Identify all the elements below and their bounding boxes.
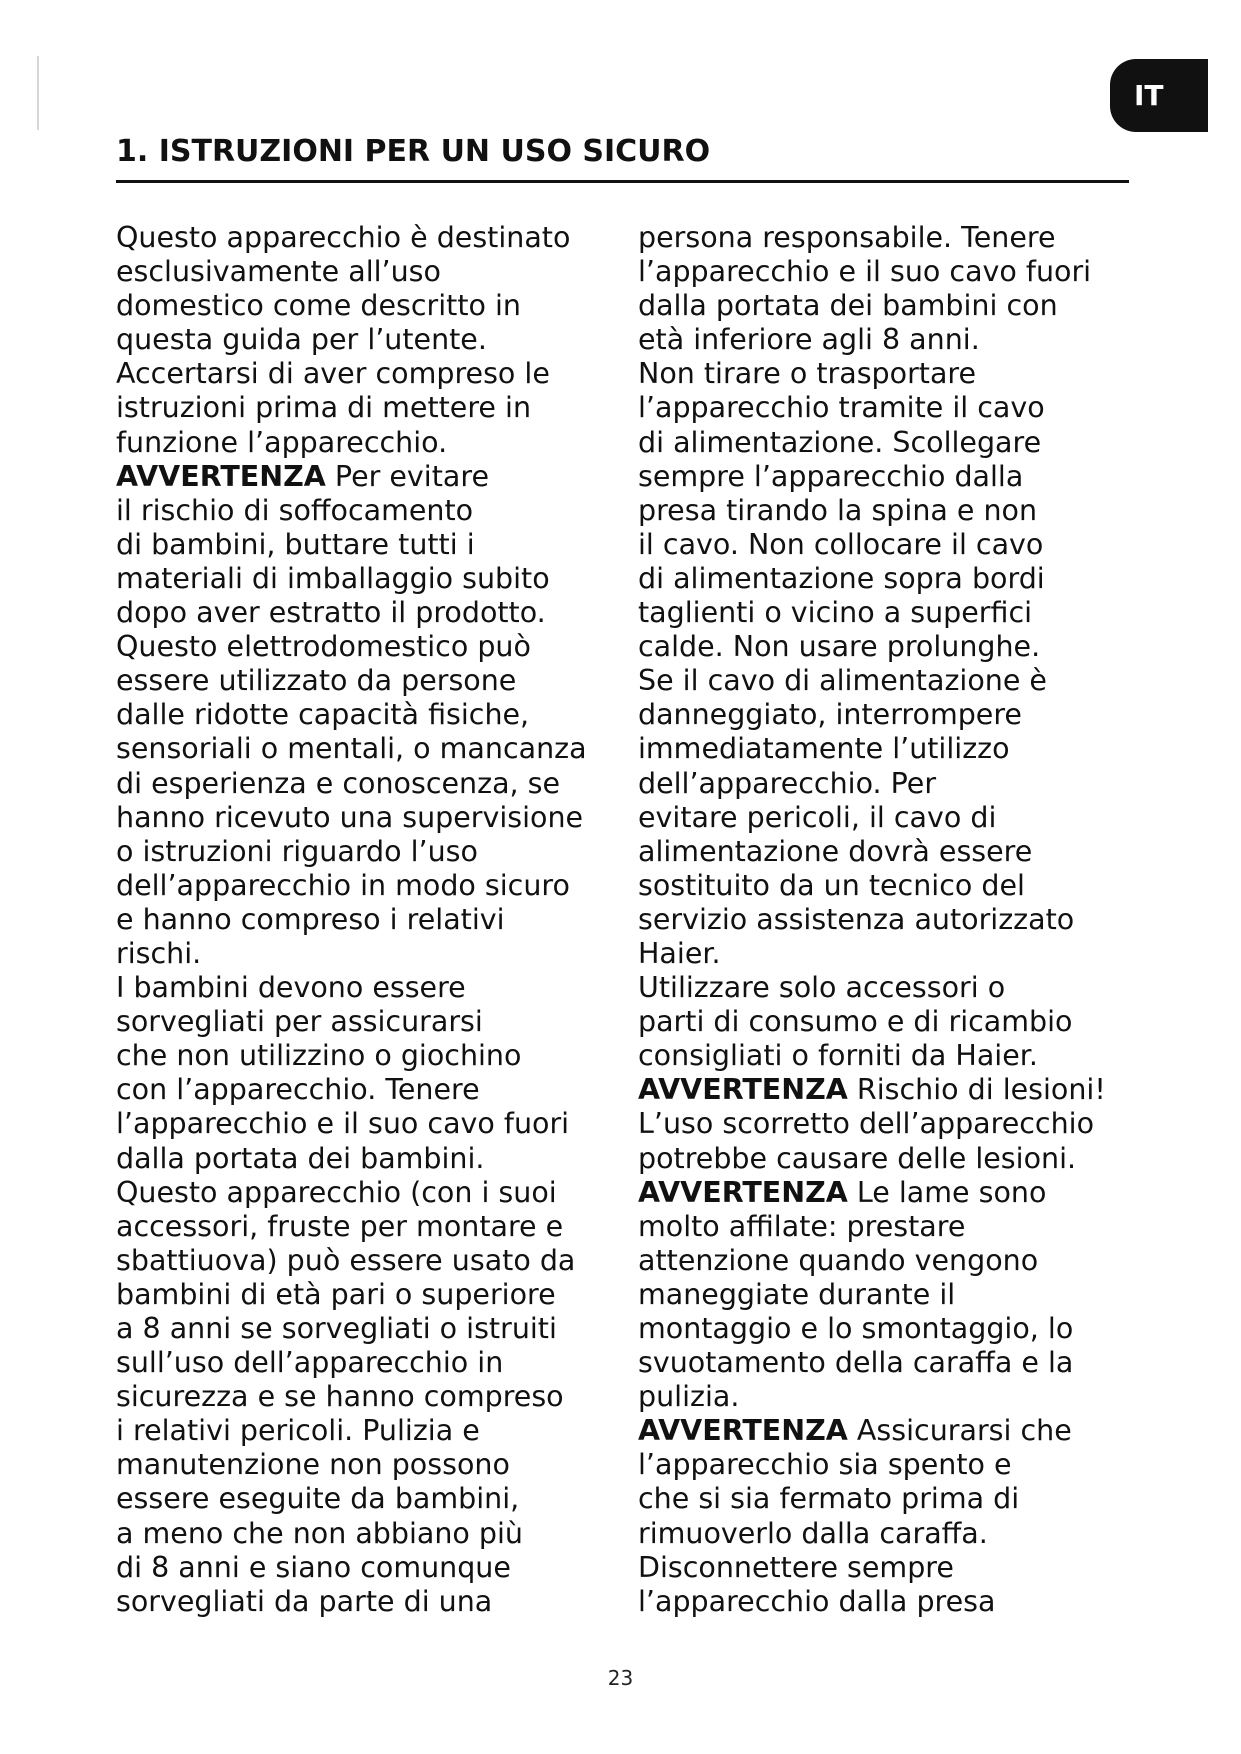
line-text: di alimentazione. Scollegare xyxy=(638,425,1042,459)
text-line xyxy=(638,1551,1138,1585)
text-line xyxy=(638,494,1138,528)
text-line xyxy=(116,1482,631,1516)
text-line xyxy=(116,869,631,903)
line-text: a meno che non abbiano più xyxy=(116,1516,523,1550)
line-text: sostituito da un tecnico del xyxy=(638,868,1025,902)
text-line xyxy=(638,528,1138,562)
line-text: dopo aver estratto il prodotto. xyxy=(116,596,546,630)
line-text: servizio assistenza autorizzato xyxy=(638,902,1075,936)
warning-label: AVVERTENZA xyxy=(638,1414,848,1448)
text-line xyxy=(116,664,631,698)
text-line xyxy=(638,1482,1138,1516)
line-text: persona responsabile. Tenere xyxy=(638,221,1056,254)
text-line xyxy=(116,630,631,664)
line-text: calde. Non usare prolunghe. xyxy=(638,630,1041,664)
text-line xyxy=(116,903,631,937)
text-line xyxy=(638,971,1138,1005)
line-text: l’apparecchio sia spento e xyxy=(638,1448,1012,1482)
text-line xyxy=(638,1039,1138,1073)
line-text: sorvegliati per assicurarsi xyxy=(116,1005,483,1039)
line-text: l’apparecchio tramite il cavo xyxy=(638,391,1045,425)
page-number: 23 xyxy=(607,1666,634,1690)
text-line xyxy=(116,1073,631,1107)
text-line xyxy=(638,801,1138,835)
text-line xyxy=(116,357,631,391)
language-tab: IT xyxy=(1110,59,1208,132)
line-text: dell’apparecchio. Per xyxy=(638,766,937,800)
line-text: essere utilizzato da persone xyxy=(116,664,517,698)
section-title: 1. ISTRUZIONI PER UN USO SICURO xyxy=(116,134,711,169)
line-text: Utilizzare solo accessori o xyxy=(638,971,1006,1005)
text-line xyxy=(638,1585,1138,1619)
text-line xyxy=(116,255,631,289)
line-text: bambini di età pari o superiore xyxy=(116,1277,556,1311)
text-line xyxy=(638,767,1138,801)
line-text: a 8 anni se sorvegliati o istruiti xyxy=(116,1312,557,1345)
text-line xyxy=(116,1039,631,1073)
text-line xyxy=(638,1312,1138,1346)
line-text: Accertarsi di aver compreso le xyxy=(116,357,550,391)
line-text: Assicurarsi che xyxy=(847,1414,1072,1448)
text-line xyxy=(638,1210,1138,1244)
line-text: con l’apparecchio. Tenere xyxy=(116,1073,480,1107)
text-line xyxy=(116,1312,631,1346)
line-text: sempre l’apparecchio dalla xyxy=(638,459,1024,493)
text-line xyxy=(638,732,1138,766)
line-text: domestico come descritto in xyxy=(116,289,521,323)
text-line xyxy=(638,460,1138,494)
text-line xyxy=(638,357,1138,391)
text-line xyxy=(116,528,631,562)
text-line xyxy=(116,1142,631,1176)
warning-label: AVVERTENZA xyxy=(638,1175,848,1209)
margin-mark xyxy=(37,56,39,130)
line-text: svuotamento della caraffa e la xyxy=(638,1346,1074,1380)
text-line xyxy=(116,1380,631,1414)
text-line xyxy=(116,1517,631,1551)
line-text: questa guida per l’utente. xyxy=(116,323,487,357)
line-text: Rischio di lesioni! xyxy=(847,1073,1106,1107)
text-line xyxy=(638,1005,1138,1039)
text-line xyxy=(116,596,631,630)
text-line xyxy=(638,630,1138,664)
text-line xyxy=(638,1448,1138,1482)
line-text: dalla portata dei bambini con xyxy=(638,289,1058,323)
text-line xyxy=(116,835,631,869)
text-line xyxy=(638,937,1138,971)
line-text: sbattiuova) può essere usato da xyxy=(116,1243,576,1277)
line-text: Per evitare xyxy=(325,459,489,493)
line-text: consigliati o forniti da Haier. xyxy=(638,1039,1038,1073)
right-text-column xyxy=(638,221,1138,1619)
text-line xyxy=(116,1346,631,1380)
line-text: potrebbe causare delle lesioni. xyxy=(638,1141,1077,1175)
text-line xyxy=(116,767,631,801)
line-text: e hanno compreso i relativi xyxy=(116,902,505,936)
text-line xyxy=(116,221,631,255)
line-text: sull’uso dell’apparecchio in xyxy=(116,1346,504,1380)
line-text: materiali di imballaggio subito xyxy=(116,561,550,595)
line-text: rimuoverlo dalla caraffa. xyxy=(638,1516,988,1550)
text-line xyxy=(638,1176,1138,1210)
title-rule xyxy=(116,180,1129,183)
line-text: di bambini, buttare tutti i xyxy=(116,527,475,561)
line-text: immediatamente l’utilizzo xyxy=(638,732,1010,766)
text-line xyxy=(116,801,631,835)
text-line xyxy=(116,1448,631,1482)
line-text: Questo apparecchio (con i suoi xyxy=(116,1175,557,1209)
text-line xyxy=(638,835,1138,869)
text-line xyxy=(638,1244,1138,1278)
text-line xyxy=(638,869,1138,903)
line-text: l’apparecchio e il suo cavo fuori xyxy=(638,255,1092,289)
text-line xyxy=(116,391,631,425)
text-line xyxy=(638,391,1138,425)
text-line xyxy=(638,426,1138,460)
line-text: sorvegliati da parte di una xyxy=(116,1584,493,1618)
text-line xyxy=(116,1278,631,1312)
line-text: che non utilizzino o giochino xyxy=(116,1039,522,1073)
line-text: molto affilate: prestare xyxy=(638,1209,966,1243)
line-text: I bambini devono essere xyxy=(116,971,466,1005)
text-line xyxy=(116,1551,631,1585)
text-line xyxy=(116,1176,631,1210)
text-line xyxy=(116,289,631,323)
line-text: presa tirando la spina e non xyxy=(638,493,1038,527)
text-line xyxy=(116,937,631,971)
line-text: che si sia fermato prima di xyxy=(638,1482,1020,1516)
line-text: esclusivamente all’uso xyxy=(116,255,441,289)
line-text: rischi. xyxy=(116,936,202,970)
text-line xyxy=(116,698,631,732)
line-text: i relativi pericoli. Pulizia e xyxy=(116,1414,480,1448)
line-text: maneggiate durante il xyxy=(638,1277,956,1311)
text-line xyxy=(638,1380,1138,1414)
line-text: L’uso scorretto dell’apparecchio xyxy=(638,1107,1094,1141)
line-text: sicurezza e se hanno compreso xyxy=(116,1380,564,1414)
text-line xyxy=(116,1585,631,1619)
line-text: Questo elettrodomestico può xyxy=(116,630,531,664)
text-line xyxy=(638,1414,1138,1448)
line-text: di alimentazione sopra bordi xyxy=(638,561,1045,595)
text-line xyxy=(638,698,1138,732)
line-text: pulizia. xyxy=(638,1380,740,1414)
text-line xyxy=(116,426,631,460)
line-text: funzione l’apparecchio. xyxy=(116,425,448,459)
line-text: o istruzioni riguardo l’uso xyxy=(116,834,478,868)
text-line xyxy=(638,1346,1138,1380)
line-text: Se il cavo di alimentazione è xyxy=(638,664,1047,698)
line-text: di esperienza e conoscenza, se xyxy=(116,766,561,800)
line-text: dell’apparecchio in modo sicuro xyxy=(116,868,570,902)
line-text: evitare pericoli, il cavo di xyxy=(638,800,997,834)
line-text: età inferiore agli 8 anni. xyxy=(638,323,980,357)
text-line xyxy=(116,323,631,357)
line-text: accessori, fruste per montare e xyxy=(116,1209,564,1243)
line-text: il cavo. Non collocare il cavo xyxy=(638,527,1044,561)
text-line xyxy=(638,1142,1138,1176)
text-line xyxy=(638,664,1138,698)
text-line xyxy=(638,1107,1138,1141)
text-line xyxy=(638,562,1138,596)
line-text: sensoriali o mentali, o mancanza xyxy=(116,732,587,766)
text-line xyxy=(638,1073,1138,1107)
text-line xyxy=(116,1005,631,1039)
line-text: l’apparecchio dalla presa xyxy=(638,1584,996,1618)
line-text: Questo apparecchio è destinato xyxy=(116,221,571,254)
line-text: danneggiato, interrompere xyxy=(638,698,1022,732)
text-line xyxy=(638,903,1138,937)
text-line xyxy=(116,1414,631,1448)
line-text: Non tirare o trasportare xyxy=(638,357,977,391)
line-text: Disconnettere sempre xyxy=(638,1550,954,1584)
text-line xyxy=(116,562,631,596)
text-line xyxy=(116,1210,631,1244)
line-text: hanno ricevuto una supervisione xyxy=(116,800,584,834)
line-text: alimentazione dovrà essere xyxy=(638,834,1033,868)
line-text: dalle ridotte capacità fisiche, xyxy=(116,698,530,732)
text-line xyxy=(116,732,631,766)
text-line xyxy=(116,971,631,1005)
warning-label: AVVERTENZA xyxy=(638,1073,848,1107)
line-text: parti di consumo e di ricambio xyxy=(638,1005,1073,1039)
line-text: Le lame sono xyxy=(847,1175,1047,1209)
text-line xyxy=(116,460,631,494)
line-text: il rischio di soffocamento xyxy=(116,493,474,527)
text-line xyxy=(638,255,1138,289)
line-text: taglienti o vicino a superfici xyxy=(638,596,1033,630)
text-line xyxy=(638,1517,1138,1551)
line-text: di 8 anni e siano comunque xyxy=(116,1550,511,1584)
line-text: l’apparecchio e il suo cavo fuori xyxy=(116,1107,570,1141)
text-line xyxy=(638,221,1138,255)
text-line xyxy=(638,1278,1138,1312)
line-text: dalla portata dei bambini. xyxy=(116,1141,485,1175)
warning-label: AVVERTENZA xyxy=(116,459,326,493)
line-text: istruzioni prima di mettere in xyxy=(116,391,532,425)
text-line xyxy=(116,1244,631,1278)
line-text: montaggio e lo smontaggio, lo xyxy=(638,1312,1074,1345)
line-text: manutenzione non possono xyxy=(116,1448,510,1482)
text-line xyxy=(638,323,1138,357)
text-line xyxy=(638,289,1138,323)
text-line xyxy=(638,596,1138,630)
text-line xyxy=(116,1107,631,1141)
left-text-column xyxy=(116,221,631,1619)
line-text: Haier. xyxy=(638,936,721,970)
text-line xyxy=(116,494,631,528)
line-text: essere eseguite da bambini, xyxy=(116,1482,520,1516)
line-text: attenzione quando vengono xyxy=(638,1243,1039,1277)
